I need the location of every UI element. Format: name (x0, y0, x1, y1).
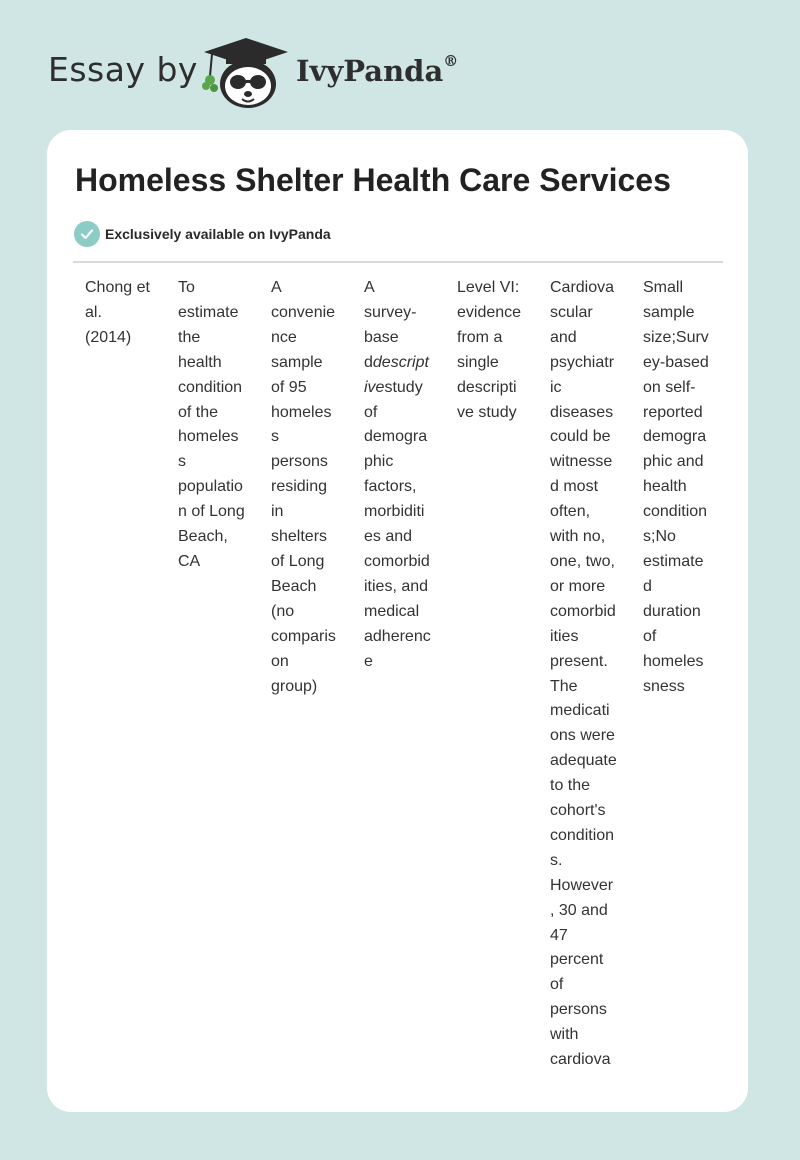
cell-text-line: convenie (271, 303, 336, 321)
cell-text-line: s (271, 428, 279, 446)
cell-text-line: of (643, 627, 657, 645)
cell-text-line: to the (550, 777, 591, 795)
cell-text-line: evidence (457, 303, 522, 321)
brand-name[interactable] (296, 54, 458, 88)
cell-text-line: condition (550, 826, 615, 844)
cell-text-line: persons (550, 1001, 607, 1019)
cell-text-line: medical (364, 602, 420, 620)
page-title: Homeless Shelter Health Care Services (75, 162, 671, 198)
table-cell (259, 276, 352, 1073)
cell-text-line: A (271, 279, 282, 296)
cell-text-line: ities, and (364, 577, 429, 595)
divider (73, 261, 723, 263)
cell-text-line: However (550, 876, 614, 894)
table-cell (445, 276, 538, 1073)
cell-text-line: of 95 (271, 378, 307, 396)
evidence-table-row (73, 276, 724, 1073)
cell-text-line: medicati (550, 702, 610, 720)
cell-text-line: phic (364, 453, 394, 471)
cell-text-line: factors, (364, 478, 417, 496)
cell-text-line: , 30 and (550, 901, 608, 919)
cell-text-line: duration (643, 602, 701, 620)
cell-text-line: morbiditi (364, 503, 425, 521)
cell-text-line: Level VI: (457, 279, 520, 296)
cell-text-line: estimate (643, 552, 704, 570)
cell-text-line: of (550, 976, 564, 994)
cell-text-line: n of Long (178, 503, 245, 521)
cell-text-line: comparis (271, 627, 336, 645)
content-card (47, 130, 748, 1112)
cell-text-line: ve study (457, 403, 517, 421)
cell-text-line: adequate (550, 752, 617, 770)
cell-text-line: al. (85, 303, 102, 321)
cell-text-line: residing (271, 478, 328, 496)
cell-text-line: To (178, 279, 195, 296)
cell-text-line: reported (643, 403, 703, 421)
cell-text-line: descripti (457, 378, 517, 396)
cell-text-line: A (364, 279, 375, 296)
cell-text-line: nce (271, 328, 297, 346)
cell-text-line: witnesse (550, 453, 613, 471)
cell-text-line: comorbid (550, 602, 616, 620)
cell-text-line: health (178, 353, 222, 371)
cell-text-line: estimate (178, 303, 239, 321)
cell-text-line: d most (550, 478, 599, 496)
cell-text-line: could be (550, 428, 611, 446)
cell-text-line: and (550, 328, 577, 346)
table-cell (73, 276, 166, 1073)
cell-text-line: Chong et (85, 279, 150, 296)
registered-mark: ® (443, 52, 459, 71)
cell-text-line: s (178, 453, 186, 471)
panda-logo-icon[interactable] (200, 36, 292, 110)
cell-text-line: or more (550, 577, 606, 595)
cell-text-line: populatio (178, 478, 243, 496)
site-header (0, 0, 800, 130)
cell-text-line: with no, (550, 528, 606, 546)
cell-text-line: Small (643, 279, 684, 296)
badge-label: Exclusively available on IvyPanda (105, 226, 331, 242)
cell-text-line: demogra (364, 428, 428, 446)
exclusive-badge (74, 221, 331, 247)
cell-text-line: adherenc (364, 627, 431, 645)
cell-text-line: on (271, 652, 289, 670)
cell-text-line: s. (550, 851, 563, 869)
cell-text-line: s;No (643, 528, 676, 546)
cell-text-line: ons were (550, 727, 615, 745)
cell-text-line: sness (643, 677, 685, 695)
cell-text-line: of (364, 403, 378, 421)
check-icon (74, 221, 100, 247)
cell-text-line: one, two, (550, 552, 615, 570)
cell-text-line: scular (550, 303, 593, 321)
essay-by-label: Essay by (48, 50, 198, 89)
cell-text-line: in (271, 503, 284, 521)
table-cell (352, 276, 445, 1073)
cell-text-line: e (364, 652, 373, 670)
table-cell (538, 276, 631, 1073)
cell-text-line: (2014) (85, 328, 132, 346)
cell-text-line: 47 (550, 926, 568, 944)
cell-text-line: on self- (643, 378, 696, 396)
cell-text-line: persons (271, 453, 328, 471)
cell-text-line: homeles (643, 652, 704, 670)
cell-text-line: group) (271, 677, 318, 695)
cell-text-line: ey-based (643, 353, 709, 371)
cell-text-line: comorbid (364, 552, 430, 570)
cell-text-line: sample (271, 353, 323, 371)
cell-text-line: single (457, 353, 499, 371)
cell-text-line: diseases (550, 403, 614, 421)
cell-text-line: from a (457, 328, 503, 346)
cell-text-line: size;Surv (643, 328, 709, 346)
cell-text-line: demogra (643, 428, 707, 446)
cell-text-line: ddescript (364, 353, 429, 371)
cell-text-line: sample (643, 303, 695, 321)
brand-text: IvyPanda (296, 54, 444, 88)
cell-text-line: homeles (271, 403, 332, 421)
cell-text-line: (no (271, 602, 295, 620)
cell-text-line: es and (364, 528, 413, 546)
cell-text-line: with (550, 1026, 579, 1044)
cell-text-line: cardiova (550, 1051, 611, 1069)
cell-text-line: CA (178, 552, 201, 570)
cell-text-line: present. (550, 652, 608, 670)
cell-text-line: base (364, 328, 399, 346)
cell-text-line: the (178, 328, 201, 346)
cell-text-line: often, (550, 503, 591, 521)
table-cell (166, 276, 259, 1073)
cell-text-line: ic (550, 378, 562, 396)
cell-text-line: of Long (271, 552, 325, 570)
cell-text-line: Beach (271, 577, 317, 595)
cell-text-line: survey- (364, 303, 417, 321)
cell-text-line: condition (643, 503, 708, 521)
cell-text-line: d (643, 577, 652, 595)
cell-text-line: psychiatr (550, 353, 615, 371)
table-cell (631, 276, 724, 1073)
cell-text-line: The (550, 677, 578, 695)
cell-text-line: Beach, (178, 528, 228, 546)
cell-text-line: ities (550, 627, 579, 645)
cell-text-line: phic and (643, 453, 704, 471)
cell-text-line: cohort's (550, 802, 606, 820)
cell-text-line: shelters (271, 528, 328, 546)
cell-text-line: Cardiova (550, 279, 615, 296)
cell-text-line: of the (178, 403, 219, 421)
cell-text-line: homeles (178, 428, 239, 446)
cell-text-line: percent (550, 951, 604, 969)
cell-text-line: health (643, 478, 687, 496)
cell-text-line: condition (178, 378, 243, 396)
cell-text-line: ivestudy (364, 378, 423, 396)
